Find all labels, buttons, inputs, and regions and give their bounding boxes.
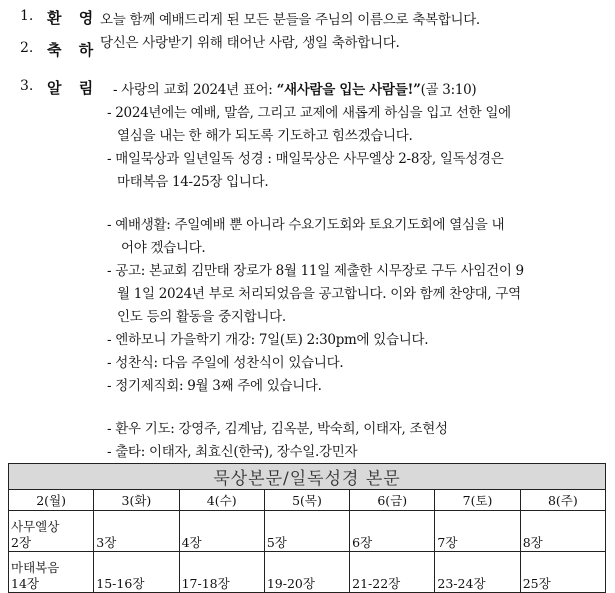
section-heading-welcome: 환 영: [47, 9, 100, 27]
harmony-notice: - 엔하모니 가을학기 개강: 7일(토) 2:30pm에 있습니다.: [107, 332, 429, 348]
day-header: 5(목): [264, 490, 349, 511]
welcome-text: 오늘 함께 예배드리게 된 모든 분들을 주님의 이름으로 축복합니다.: [100, 12, 480, 28]
motto-reference: (골 3:10): [420, 82, 477, 98]
section-heading-notices: 알 림: [47, 79, 100, 97]
motto-line: [113, 78, 476, 98]
table-cell: 25장: [520, 552, 605, 593]
announcement-line-2: 월 1일 2024년 부로 처리되었음을 공고합니다. 이와 함께 찬양대, 구역: [117, 286, 521, 302]
table-cell: 8장: [520, 511, 605, 552]
congrats-text: 당신은 사랑받기 위해 태어난 사람, 생일 축하합니다.: [100, 35, 400, 51]
motto-description-2: 열심을 내는 한 해가 되도록 기도하고 힘쓰겠습니다.: [117, 128, 413, 144]
day-header: 2(월): [9, 490, 94, 511]
section-number-1: 1.: [20, 8, 34, 24]
worship-line-1: - 예배생활: 주일예배 뿐 아니라 수요기도회와 토요기도회에 열심을 내: [107, 217, 505, 233]
row-label-chapter: 2장: [11, 535, 32, 550]
day-header: 7(토): [435, 490, 520, 511]
row-label-book: 마태복음: [11, 560, 60, 575]
table-cell: 4장: [179, 511, 264, 552]
row-label-book: 사무엘상: [11, 519, 60, 534]
travel-notice: - 출타: 이태자, 최효신(한국), 장수일.강민자: [107, 444, 358, 460]
day-header: 8(주): [520, 490, 605, 511]
reading-table: [8, 463, 606, 593]
motto-quote: “새사람을 입는 사람들!”: [276, 82, 421, 98]
table-cell: 5장: [264, 511, 349, 552]
reading-table-title: 묵상본문/일독성경 본문: [9, 464, 606, 490]
table-cell: 19-20장: [264, 552, 349, 593]
row-label-chapter: 14장: [11, 576, 39, 591]
motto-description-1: - 2024년에는 예배, 말씀, 그리고 교제에 새롭게 하심을 입고 선한 일에: [107, 105, 511, 121]
table-cell: 6장: [350, 511, 435, 552]
announcement-line-1: - 공고: 본교회 김만태 장로가 8월 11일 제출한 시무장로 구두 사임건이 9: [107, 263, 524, 279]
table-cell: 15-16장: [94, 552, 179, 593]
section-heading-congrats: 축 하: [47, 41, 100, 59]
table-cell: 7장: [435, 511, 520, 552]
reading-line-2: 마태복음 14-25장 입니다.: [117, 174, 269, 190]
section-number-2: 2.: [20, 40, 34, 56]
row-label: [9, 511, 94, 552]
table-row-matthew: [9, 552, 606, 593]
communion-notice: - 성찬식: 다음 주일에 성찬식이 있습니다.: [107, 355, 344, 371]
announcement-line-3: 인도 등의 활동을 중지합니다.: [117, 309, 286, 325]
row-label: [9, 552, 94, 593]
day-header: 6(금): [350, 490, 435, 511]
reading-line-1: - 매일묵상과 일년일독 성경 : 매일묵상은 사무엘상 2-8장, 일독성경은: [107, 151, 504, 167]
prayer-notice: - 환우 기도: 강영주, 김계남, 김옥분, 박숙희, 이태자, 조현성: [107, 421, 448, 437]
worship-line-2: 어야 겠습니다.: [121, 240, 206, 256]
day-header: 3(화): [94, 490, 179, 511]
table-cell: 17-18장: [179, 552, 264, 593]
section-number-3: 3.: [20, 78, 34, 94]
table-cell: 3장: [94, 511, 179, 552]
council-notice: - 정기제직회: 9월 3째 주에 있습니다.: [107, 378, 322, 394]
day-header: 4(수): [179, 490, 264, 511]
table-cell: 23-24장: [435, 552, 520, 593]
table-row-samuel: [9, 511, 606, 552]
motto-prefix: - 사랑의 교회 2024년 표어:: [113, 82, 277, 98]
table-cell: 21-22장: [350, 552, 435, 593]
